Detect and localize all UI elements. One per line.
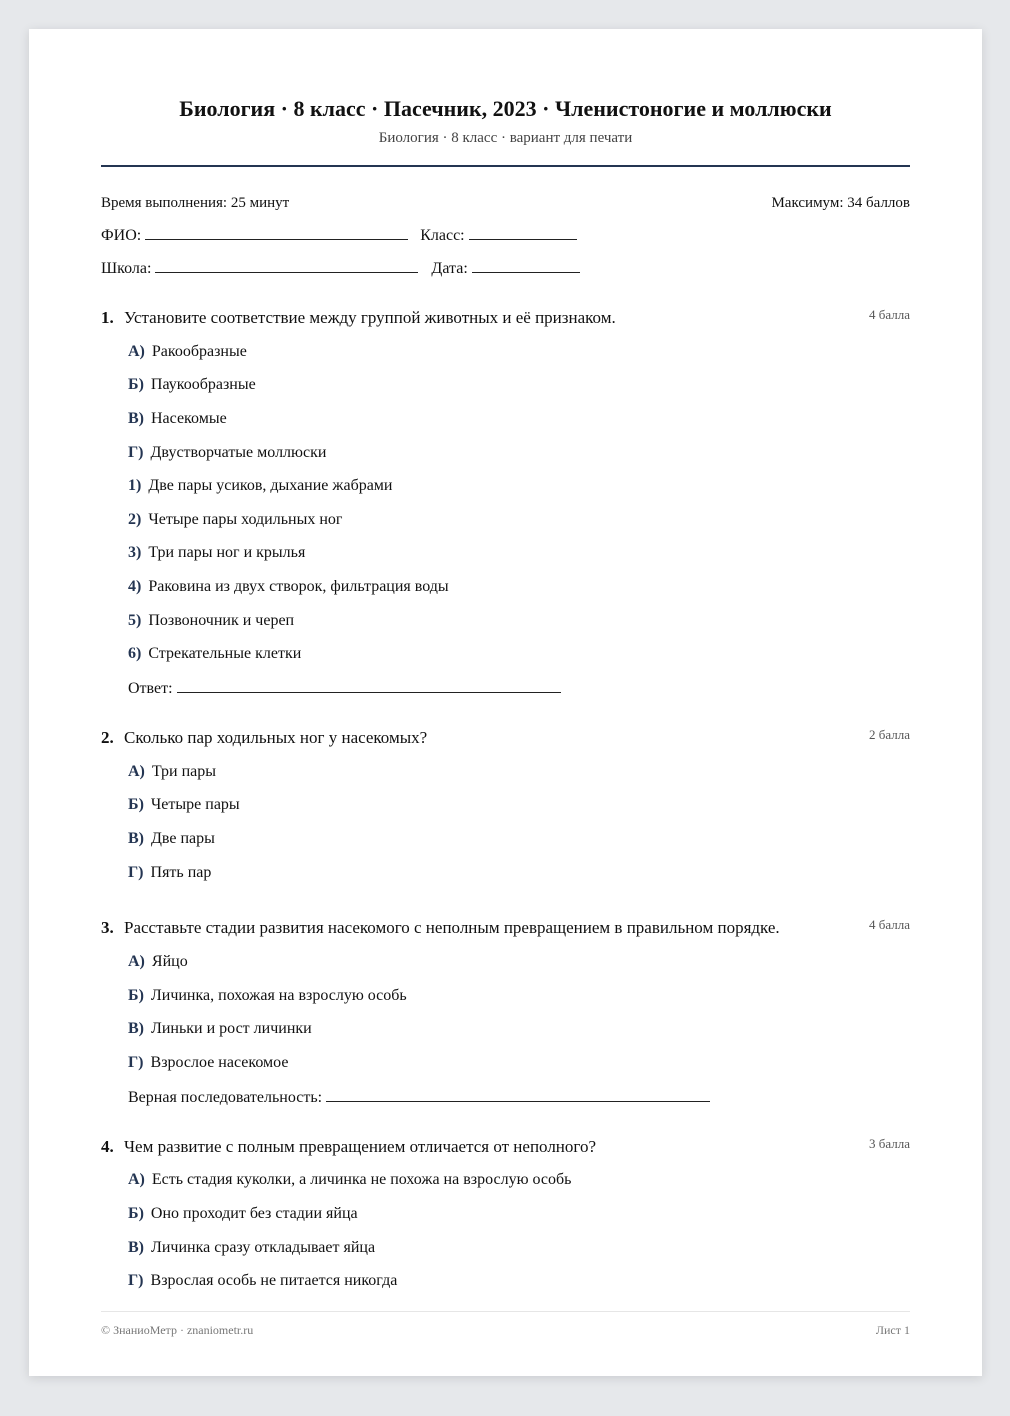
question-2 bbox=[101, 727, 910, 889]
school-date-row bbox=[101, 259, 910, 279]
option-text: Четыре пары bbox=[150, 796, 240, 814]
option-key: Б) bbox=[128, 796, 144, 814]
option-item bbox=[128, 369, 910, 403]
option-key: 3) bbox=[128, 544, 142, 562]
option-item bbox=[128, 402, 910, 436]
question-number: 3. bbox=[101, 918, 114, 938]
option-item bbox=[128, 979, 910, 1013]
answer-label: Верная последовательность: bbox=[128, 1088, 323, 1106]
option-item bbox=[128, 1264, 910, 1298]
option-text: Три пары bbox=[151, 762, 217, 780]
option-text: Двустворчатые моллюски bbox=[150, 443, 327, 461]
option-key: Г) bbox=[128, 1053, 144, 1071]
date-label: Дата: bbox=[431, 260, 468, 277]
date-field[interactable] bbox=[472, 259, 580, 273]
option-key: 6) bbox=[128, 645, 142, 663]
option-text: Личинка, похожая на взрослую особь bbox=[150, 986, 407, 1004]
question-number: 4. bbox=[101, 1136, 114, 1156]
option-key: Г) bbox=[128, 1272, 144, 1290]
question-number: 1. bbox=[101, 308, 114, 327]
option-key: 4) bbox=[128, 577, 142, 595]
option-text: Четыре пары ходильных ног bbox=[148, 510, 343, 528]
option-item bbox=[128, 503, 910, 537]
option-item bbox=[128, 822, 910, 856]
meta-row bbox=[101, 193, 910, 213]
option-text: Три пары ног и крылья bbox=[148, 544, 306, 562]
question-4 bbox=[101, 1136, 910, 1298]
option-text: Линьки и рост личинки bbox=[151, 1020, 312, 1038]
option-text: Пять пар bbox=[150, 863, 212, 881]
option-text: Раковина из двух створок, фильтрация воды bbox=[148, 577, 449, 595]
option-text: Паукообразные bbox=[150, 376, 256, 394]
option-text: Есть стадия куколки, а личинка не похожа на взрослую особь bbox=[151, 1171, 572, 1189]
option-text: Личинка сразу откладывает яйца bbox=[151, 1238, 376, 1256]
option-item bbox=[128, 1046, 910, 1080]
option-key: В) bbox=[128, 1238, 144, 1256]
name-class-row bbox=[101, 226, 910, 246]
option-key: Б) bbox=[128, 986, 144, 1004]
question-text: Сколько пар ходильных ног у насекомых? bbox=[124, 727, 428, 747]
page-subtitle: Биология · 8 класс · вариант для печати bbox=[378, 130, 633, 146]
option-item bbox=[128, 537, 910, 571]
footer-sheet-number: Лист 1 bbox=[875, 1323, 910, 1337]
fio-field[interactable] bbox=[145, 226, 408, 240]
class-label: Класс: bbox=[420, 227, 465, 244]
option-key: А) bbox=[128, 953, 145, 971]
option-item bbox=[128, 1164, 910, 1198]
option-item bbox=[128, 570, 910, 604]
option-item bbox=[128, 436, 910, 470]
page-title: Биология · 8 класс · Пасечник, 2023 · Членистоногие и моллюски bbox=[179, 96, 832, 121]
option-item bbox=[128, 469, 910, 503]
option-text: Две пары bbox=[151, 829, 215, 847]
options-list bbox=[128, 335, 910, 699]
question-number: 2. bbox=[101, 727, 114, 747]
option-key: Б) bbox=[128, 1205, 144, 1223]
option-key: В) bbox=[128, 829, 144, 847]
option-key: А) bbox=[128, 342, 145, 360]
class-field[interactable] bbox=[469, 226, 577, 240]
answer-field[interactable] bbox=[177, 679, 561, 693]
option-item bbox=[128, 637, 910, 671]
option-key: 5) bbox=[128, 611, 142, 629]
header-divider bbox=[101, 165, 910, 167]
option-item bbox=[128, 1013, 910, 1047]
option-text: Стрекательные клетки bbox=[148, 645, 302, 663]
option-key: 1) bbox=[128, 477, 142, 495]
question-1 bbox=[101, 307, 910, 699]
option-text: Две пары усиков, дыхание жабрами bbox=[148, 477, 393, 495]
school-field[interactable] bbox=[155, 259, 418, 273]
option-item bbox=[128, 945, 910, 979]
option-text: Взрослая особь не питается никогда bbox=[150, 1272, 398, 1290]
option-key: Г) bbox=[128, 863, 144, 881]
answer-row bbox=[128, 671, 910, 699]
option-key: Б) bbox=[128, 376, 144, 394]
option-key: А) bbox=[128, 1171, 145, 1189]
options-list bbox=[128, 1164, 910, 1298]
option-key: 2) bbox=[128, 510, 142, 528]
option-text: Ракообразные bbox=[151, 342, 247, 360]
option-item bbox=[128, 856, 910, 890]
option-item bbox=[128, 1197, 910, 1231]
option-key: А) bbox=[128, 762, 145, 780]
time-limit: Время выполнения: 25 минут bbox=[101, 195, 290, 211]
option-key: В) bbox=[128, 1020, 144, 1038]
option-item bbox=[128, 604, 910, 638]
option-key: Г) bbox=[128, 443, 144, 461]
option-item bbox=[128, 335, 910, 369]
options-list bbox=[128, 945, 910, 1107]
footer-copyright: © ЗнаниоМетр · znaniometr.ru bbox=[101, 1323, 254, 1337]
school-label: Школа: bbox=[101, 260, 152, 277]
question-text: Чем развитие с полным превращением отличается от неполного? bbox=[124, 1136, 596, 1156]
worksheet-page bbox=[29, 29, 982, 1376]
answer-row bbox=[128, 1080, 910, 1108]
option-text: Взрослое насекомое bbox=[150, 1053, 289, 1071]
option-item bbox=[128, 789, 910, 823]
question-text: Расставьте стадии развития насекомого с неполным превращением в правильном порядке. bbox=[124, 918, 780, 938]
option-text: Оно проходит без стадии яйца bbox=[150, 1205, 358, 1223]
option-text: Яйцо bbox=[151, 953, 188, 971]
fio-label: ФИО: bbox=[101, 227, 142, 244]
question-3 bbox=[101, 917, 910, 1107]
question-points: 2 балла bbox=[869, 726, 910, 742]
answer-label: Ответ: bbox=[128, 679, 173, 697]
option-text: Насекомые bbox=[151, 409, 227, 427]
option-key: В) bbox=[128, 409, 144, 427]
question-points: 4 балла bbox=[869, 917, 910, 933]
max-score: Максимум: 34 баллов bbox=[771, 195, 910, 211]
option-item bbox=[128, 755, 910, 789]
options-list bbox=[128, 755, 910, 889]
question-points: 4 балла bbox=[869, 307, 910, 322]
option-text: Позвоночник и череп bbox=[148, 611, 295, 629]
option-item bbox=[128, 1231, 910, 1265]
answer-field[interactable] bbox=[326, 1088, 710, 1102]
page-footer bbox=[101, 1311, 910, 1338]
question-text: Установите соответствие между группой животных и её признаком. bbox=[124, 308, 616, 327]
question-points: 3 балла bbox=[869, 1135, 910, 1151]
